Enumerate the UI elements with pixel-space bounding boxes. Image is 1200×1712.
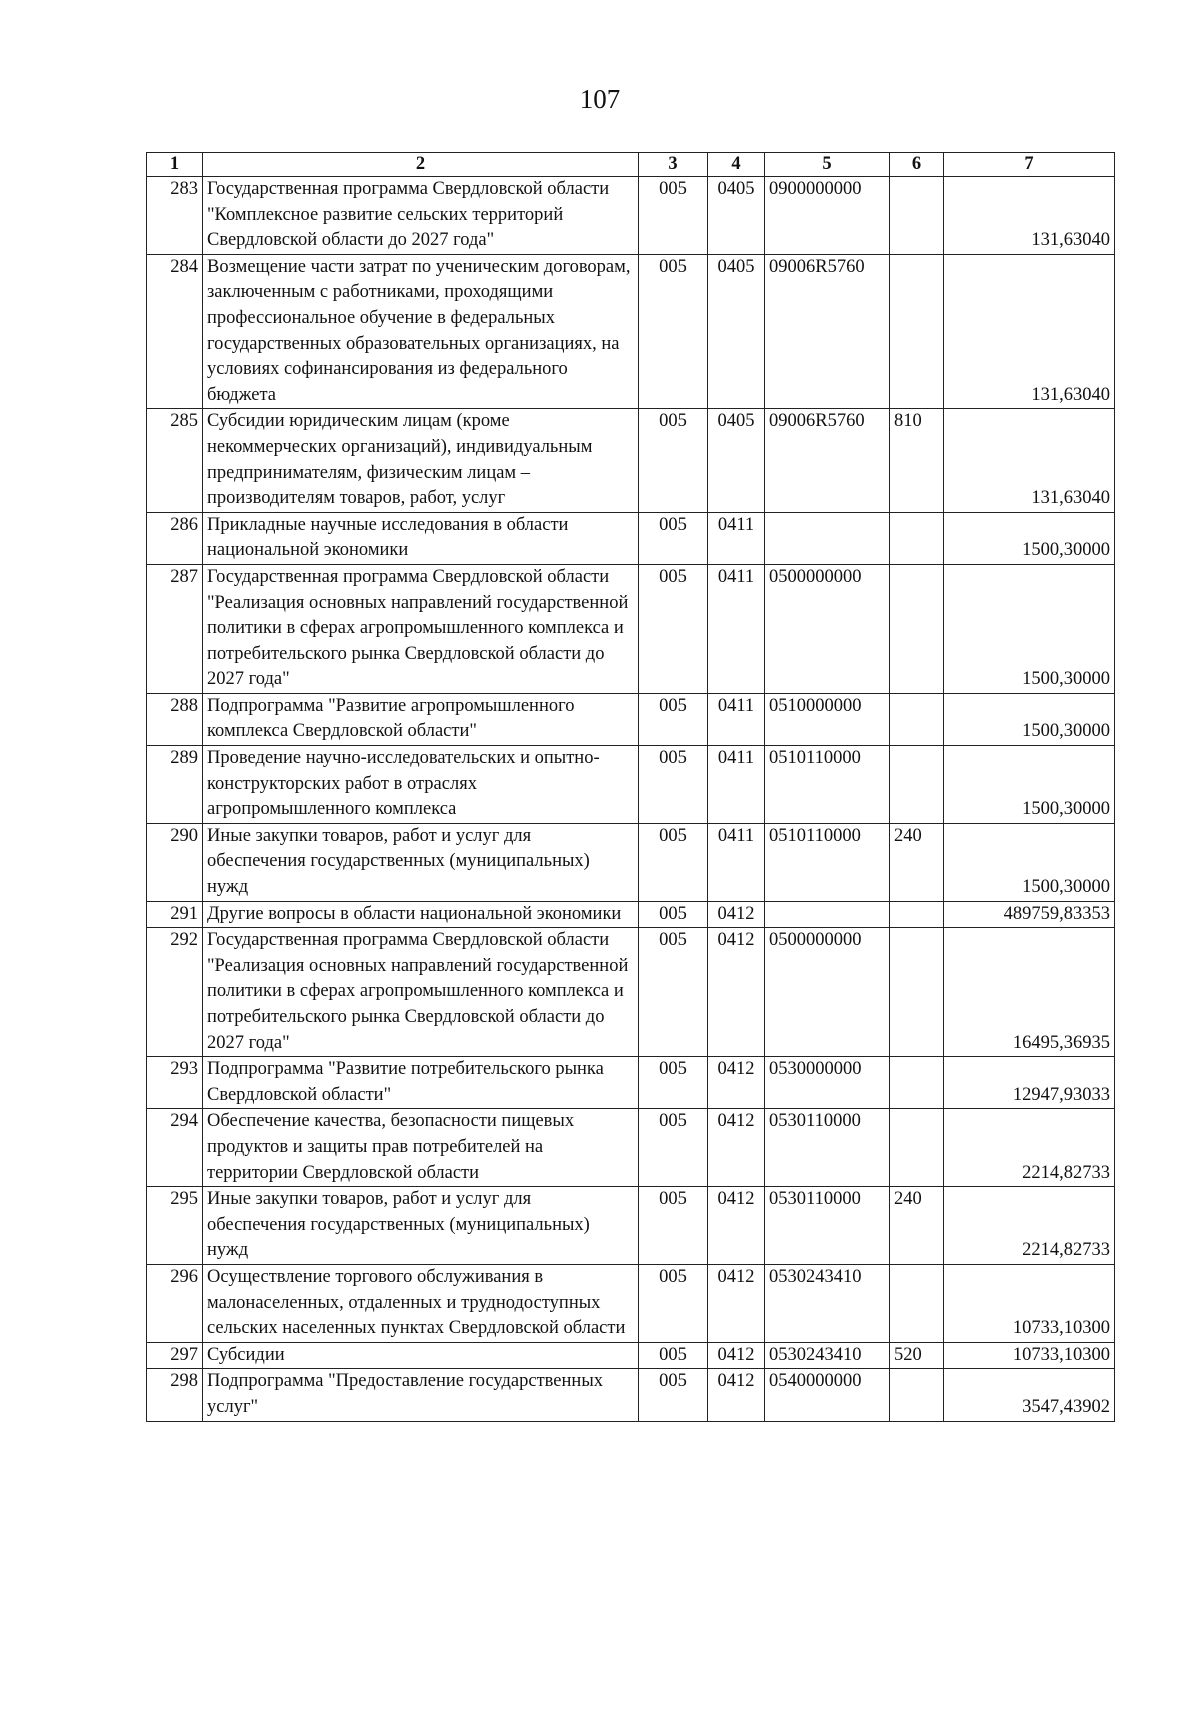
table-row bbox=[147, 177, 1115, 255]
expense-type-cell bbox=[890, 1369, 944, 1421]
section-code-cell: 0405 bbox=[708, 177, 765, 255]
row-number-cell: 289 bbox=[147, 746, 203, 824]
column-header: 3 bbox=[639, 153, 708, 177]
amount-cell: 1500,30000 bbox=[944, 693, 1115, 745]
target-article-cell bbox=[765, 901, 890, 928]
ministry-code-cell: 005 bbox=[639, 254, 708, 409]
amount-cell: 10733,10300 bbox=[944, 1264, 1115, 1342]
ministry-code-cell: 005 bbox=[639, 1109, 708, 1187]
item-name-cell: Иные закупки товаров, работ и услуг для обеспечения государственных (муниципальных) нужд bbox=[203, 1187, 639, 1265]
ministry-code-cell: 005 bbox=[639, 1369, 708, 1421]
page-number: 107 bbox=[579, 84, 621, 114]
target-article-cell: 09006R5760 bbox=[765, 409, 890, 512]
section-code-cell: 0405 bbox=[708, 254, 765, 409]
table-row bbox=[147, 1369, 1115, 1421]
section-code-cell: 0411 bbox=[708, 564, 765, 693]
target-article-cell bbox=[765, 512, 890, 564]
section-code-cell: 0405 bbox=[708, 409, 765, 512]
table-row bbox=[147, 1057, 1115, 1109]
table-row bbox=[147, 254, 1115, 409]
expense-type-cell bbox=[890, 512, 944, 564]
section-code-cell: 0411 bbox=[708, 512, 765, 564]
table-row bbox=[147, 693, 1115, 745]
table-row bbox=[147, 746, 1115, 824]
section-code-cell: 0411 bbox=[708, 746, 765, 824]
ministry-code-cell: 005 bbox=[639, 901, 708, 928]
amount-cell: 131,63040 bbox=[944, 177, 1115, 255]
ministry-code-cell: 005 bbox=[639, 564, 708, 693]
table-row bbox=[147, 512, 1115, 564]
amount-cell: 2214,82733 bbox=[944, 1187, 1115, 1265]
item-name-cell: Государственная программа Свердловской области "Реализация основных направлений государственной политики в сферах агропромышленного комплекса и потребительского рынка Свердловской области до 2027 года" bbox=[203, 564, 639, 693]
amount-cell: 2214,82733 bbox=[944, 1109, 1115, 1187]
item-name-cell: Субсидии bbox=[203, 1342, 639, 1369]
table-row bbox=[147, 1342, 1115, 1369]
section-code-cell: 0412 bbox=[708, 1187, 765, 1265]
ministry-code-cell: 005 bbox=[639, 1057, 708, 1109]
table-row bbox=[147, 901, 1115, 928]
ministry-code-cell: 005 bbox=[639, 1342, 708, 1369]
ministry-code-cell: 005 bbox=[639, 409, 708, 512]
ministry-code-cell: 005 bbox=[639, 1187, 708, 1265]
amount-cell: 489759,83353 bbox=[944, 901, 1115, 928]
row-number-cell: 284 bbox=[147, 254, 203, 409]
row-number-cell: 286 bbox=[147, 512, 203, 564]
table-row bbox=[147, 1187, 1115, 1265]
expense-type-cell bbox=[890, 254, 944, 409]
expense-type-cell bbox=[890, 746, 944, 824]
item-name-cell: Возмещение части затрат по ученическим договорам, заключенным с работниками, проходящими профессиональное обучение в федеральных государственных образовательных организациях, на условиях софинансирования из федерального бюджета bbox=[203, 254, 639, 409]
item-name-cell: Подпрограмма "Предоставление государственных услуг" bbox=[203, 1369, 639, 1421]
target-article-cell: 0500000000 bbox=[765, 928, 890, 1057]
item-name-cell: Осуществление торгового обслуживания в малонаселенных, отдаленных и труднодоступных сельских населенных пунктах Свердловской области bbox=[203, 1264, 639, 1342]
column-header: 2 bbox=[203, 153, 639, 177]
row-number-cell: 293 bbox=[147, 1057, 203, 1109]
column-header: 4 bbox=[708, 153, 765, 177]
item-name-cell: Подпрограмма "Развитие агропромышленного комплекса Свердловской области" bbox=[203, 693, 639, 745]
row-number-cell: 294 bbox=[147, 1109, 203, 1187]
item-name-cell: Проведение научно-исследовательских и опытно-конструкторских работ в отраслях агропромышленного комплекса bbox=[203, 746, 639, 824]
target-article-cell: 0540000000 bbox=[765, 1369, 890, 1421]
table-header-row bbox=[147, 153, 1115, 177]
amount-cell: 131,63040 bbox=[944, 254, 1115, 409]
ministry-code-cell: 005 bbox=[639, 693, 708, 745]
item-name-cell: Субсидии юридическим лицам (кроме некоммерческих организаций), индивидуальным предпринимателям, физическим лицам – производителям товаров, работ, услуг bbox=[203, 409, 639, 512]
row-number-cell: 295 bbox=[147, 1187, 203, 1265]
expense-type-cell: 240 bbox=[890, 823, 944, 901]
target-article-cell: 0530243410 bbox=[765, 1342, 890, 1369]
expense-type-cell bbox=[890, 928, 944, 1057]
table-body bbox=[147, 177, 1115, 1422]
table-row bbox=[147, 823, 1115, 901]
expense-type-cell bbox=[890, 1264, 944, 1342]
amount-cell: 3547,43902 bbox=[944, 1369, 1115, 1421]
budget-table bbox=[146, 152, 1115, 1422]
ministry-code-cell: 005 bbox=[639, 512, 708, 564]
expense-type-cell bbox=[890, 177, 944, 255]
column-header: 1 bbox=[147, 153, 203, 177]
section-code-cell: 0412 bbox=[708, 1057, 765, 1109]
section-code-cell: 0412 bbox=[708, 928, 765, 1057]
expense-type-cell bbox=[890, 1109, 944, 1187]
amount-cell: 131,63040 bbox=[944, 409, 1115, 512]
row-number-cell: 290 bbox=[147, 823, 203, 901]
target-article-cell: 0500000000 bbox=[765, 564, 890, 693]
target-article-cell: 09006R5760 bbox=[765, 254, 890, 409]
section-code-cell: 0412 bbox=[708, 1109, 765, 1187]
item-name-cell: Прикладные научные исследования в области национальной экономики bbox=[203, 512, 639, 564]
section-code-cell: 0411 bbox=[708, 693, 765, 745]
row-number-cell: 296 bbox=[147, 1264, 203, 1342]
item-name-cell: Подпрограмма "Развитие потребительского рынка Свердловской области" bbox=[203, 1057, 639, 1109]
table-row bbox=[147, 564, 1115, 693]
ministry-code-cell: 005 bbox=[639, 746, 708, 824]
column-header: 6 bbox=[890, 153, 944, 177]
ministry-code-cell: 005 bbox=[639, 1264, 708, 1342]
section-code-cell: 0412 bbox=[708, 901, 765, 928]
target-article-cell: 0510110000 bbox=[765, 746, 890, 824]
ministry-code-cell: 005 bbox=[639, 928, 708, 1057]
amount-cell: 10733,10300 bbox=[944, 1342, 1115, 1369]
expense-type-cell bbox=[890, 901, 944, 928]
section-code-cell: 0412 bbox=[708, 1369, 765, 1421]
ministry-code-cell: 005 bbox=[639, 823, 708, 901]
row-number-cell: 292 bbox=[147, 928, 203, 1057]
row-number-cell: 298 bbox=[147, 1369, 203, 1421]
item-name-cell: Государственная программа Свердловской области "Комплексное развитие сельских территорий Свердловской области до 2027 года" bbox=[203, 177, 639, 255]
row-number-cell: 283 bbox=[147, 177, 203, 255]
row-number-cell: 288 bbox=[147, 693, 203, 745]
section-code-cell: 0411 bbox=[708, 823, 765, 901]
section-code-cell: 0412 bbox=[708, 1264, 765, 1342]
table-row bbox=[147, 409, 1115, 512]
expense-type-cell: 520 bbox=[890, 1342, 944, 1369]
item-name-cell: Другие вопросы в области национальной экономики bbox=[203, 901, 639, 928]
item-name-cell: Государственная программа Свердловской области "Реализация основных направлений государственной политики в сферах агропромышленного комплекса и потребительского рынка Свердловской области до 2027 года" bbox=[203, 928, 639, 1057]
target-article-cell: 0530000000 bbox=[765, 1057, 890, 1109]
section-code-cell: 0412 bbox=[708, 1342, 765, 1369]
row-number-cell: 291 bbox=[147, 901, 203, 928]
amount-cell: 1500,30000 bbox=[944, 823, 1115, 901]
table-row bbox=[147, 928, 1115, 1057]
expense-type-cell bbox=[890, 693, 944, 745]
target-article-cell: 0900000000 bbox=[765, 177, 890, 255]
amount-cell: 1500,30000 bbox=[944, 512, 1115, 564]
column-header: 7 bbox=[944, 153, 1115, 177]
target-article-cell: 0510000000 bbox=[765, 693, 890, 745]
column-header: 5 bbox=[765, 153, 890, 177]
row-number-cell: 285 bbox=[147, 409, 203, 512]
item-name-cell: Иные закупки товаров, работ и услуг для обеспечения государственных (муниципальных) нужд bbox=[203, 823, 639, 901]
amount-cell: 16495,36935 bbox=[944, 928, 1115, 1057]
expense-type-cell: 240 bbox=[890, 1187, 944, 1265]
row-number-cell: 287 bbox=[147, 564, 203, 693]
expense-type-cell bbox=[890, 1057, 944, 1109]
target-article-cell: 0530110000 bbox=[765, 1187, 890, 1265]
amount-cell: 12947,93033 bbox=[944, 1057, 1115, 1109]
ministry-code-cell: 005 bbox=[639, 177, 708, 255]
target-article-cell: 0510110000 bbox=[765, 823, 890, 901]
table-row bbox=[147, 1264, 1115, 1342]
target-article-cell: 0530243410 bbox=[765, 1264, 890, 1342]
amount-cell: 1500,30000 bbox=[944, 746, 1115, 824]
item-name-cell: Обеспечение качества, безопасности пищевых продуктов и защиты прав потребителей на территории Свердловской области bbox=[203, 1109, 639, 1187]
expense-type-cell bbox=[890, 564, 944, 693]
expense-type-cell: 810 bbox=[890, 409, 944, 512]
target-article-cell: 0530110000 bbox=[765, 1109, 890, 1187]
amount-cell: 1500,30000 bbox=[944, 564, 1115, 693]
row-number-cell: 297 bbox=[147, 1342, 203, 1369]
table-row bbox=[147, 1109, 1115, 1187]
